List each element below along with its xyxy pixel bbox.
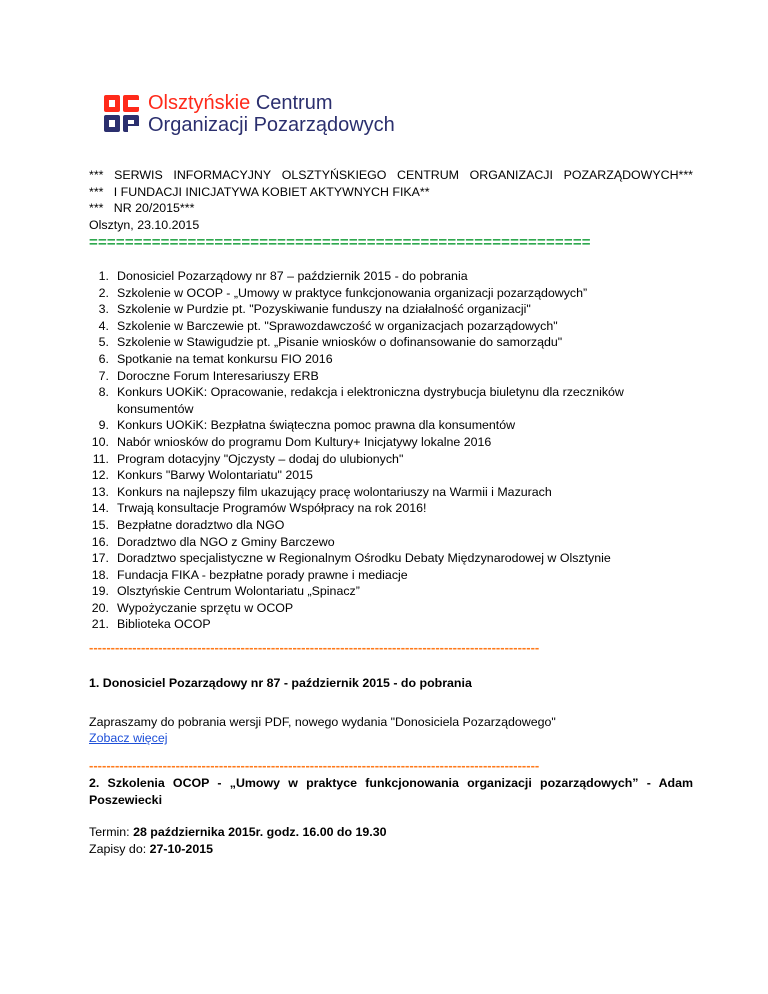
header-word-2: OLSZTYŃSKIEGO	[281, 168, 387, 182]
header-word-5: POZARZĄDOWYCH***	[563, 168, 693, 182]
toc-item-number: 20.	[91, 600, 109, 615]
header-stars: ***	[89, 168, 104, 182]
toc-item	[89, 583, 693, 600]
toc-item	[89, 268, 693, 285]
toc-item	[89, 500, 693, 517]
toc-item	[89, 285, 693, 302]
orange-separator-2: --------------------------------------------------------------------------------------------------------	[89, 758, 540, 773]
toc-item	[89, 616, 693, 633]
toc-item	[89, 368, 693, 385]
toc-item-number: 6.	[98, 351, 109, 366]
term-value: 28 października 2015r. godz. 16.00 do 19.30	[133, 825, 387, 840]
toc-item-number: 1.	[98, 269, 109, 283]
toc-item-text: Konkurs na najlepszy film ukazujący pracę wolontariuszy na Warmii i Mazurach	[117, 484, 552, 499]
toc-item-text: Szkolenie w Stawigudzie pt. „Pisanie wniosków o dofinansowanie do samorządu"	[117, 335, 563, 350]
table-of-contents	[89, 268, 693, 633]
toc-item-text: Szkolenie w OCOP - „Umowy w praktyce funkcjonowania organizacji pozarządowych”	[117, 285, 588, 300]
toc-item-text: Konkurs "Barwy Wolontariatu" 2015	[117, 468, 313, 483]
toc-item-text: Program dotacyjny "Ojczysty – dodaj do ulubionych"	[117, 451, 404, 466]
toc-item-text: Doradztwo specjalistyczne w Regionalnym Ośrodku Debaty Międzynarodowej w Olsztynie	[117, 551, 611, 566]
section-2	[89, 775, 693, 857]
toc-item-text: Szkolenie w Barczewie pt. "Sprawozdawczość w organizacjach pozarządowych"	[117, 318, 558, 333]
toc-item	[89, 351, 693, 368]
section-2-term	[89, 824, 693, 841]
toc-item-text: Olsztyńskie Centrum Wolontariatu „Spinacz”	[117, 584, 360, 599]
toc-item	[89, 517, 693, 534]
section-1-body: Zapraszamy do pobrania wersji PDF, nowego wydania "Donosiciela Pozarządowego"	[89, 714, 556, 729]
toc-item-text: Spotkanie na temat konkursu FIO 2016	[117, 351, 333, 366]
toc-item-number: 13.	[91, 484, 109, 499]
section-1-title: 1. Donosiciel Pozarządowy nr 87 - październik 2015 - do pobrania	[89, 676, 472, 690]
toc-item-text: Doradztwo dla NGO z Gminy Barczewo	[117, 534, 335, 549]
toc-item	[89, 384, 693, 417]
logo-name-line1	[148, 92, 395, 114]
toc-item	[89, 567, 693, 584]
toc-item-text: Fundacja FIKA - bezpłatne porady prawne i mediacje	[117, 567, 408, 582]
toc-item-number: 9.	[98, 418, 109, 433]
toc-item-text: Donosiciel Pozarządowy nr 87 – październik 2015 - do pobrania	[117, 269, 468, 283]
logo-name-part1: Olsztyńskie	[148, 92, 251, 114]
newsletter-header	[89, 167, 693, 233]
toc-item-text: Bezpłatne doradztwo dla NGO	[117, 517, 285, 532]
header-word-0: SERWIS	[114, 168, 163, 182]
toc-item-text: Doroczne Forum Interesariuszy ERB	[117, 368, 319, 383]
toc-item	[89, 301, 693, 318]
toc-item	[89, 434, 693, 451]
header-word-1: INFORMACYJNY	[173, 168, 272, 182]
toc-item-number: 16.	[91, 534, 109, 549]
header-line2: *** I FUNDACJI INICJATYWA KOBIET AKTYWNYCH FIKA**	[89, 184, 430, 199]
ocop-logo	[104, 92, 395, 136]
toc-item-number: 19.	[91, 584, 109, 599]
toc-item-number: 3.	[98, 302, 109, 317]
toc-item	[89, 534, 693, 551]
logo-name-line2: Organizacji Pozarządowych	[148, 114, 395, 136]
section-2-title	[89, 775, 693, 808]
toc-item-number: 8.	[98, 385, 109, 400]
toc-item	[89, 550, 693, 567]
toc-item-text: Nabór wniosków do programu Dom Kultury+ Inicjatywy lokalne 2016	[117, 434, 492, 449]
toc-item-text: Konkurs UOKiK: Opracowanie, redakcja i elektroniczna dystrybucja biuletynu dla rzeczników konsumentów	[117, 385, 624, 416]
signup-value: 27-10-2015	[149, 841, 213, 856]
toc-item	[89, 484, 693, 501]
toc-item-number: 21.	[91, 617, 109, 632]
signup-label: Zapisy do:	[89, 841, 150, 856]
header-line3: *** NR 20/2015***	[89, 201, 195, 215]
section-1	[89, 675, 693, 747]
toc-item-number: 15.	[91, 517, 109, 532]
toc-item-number: 2.	[98, 285, 109, 300]
toc-item-number: 18.	[91, 567, 109, 582]
toc-item-number: 10.	[91, 434, 109, 449]
header-line1	[89, 167, 693, 184]
section-2-number: 2	[89, 776, 96, 790]
toc-item-text: Szkolenie w Purdzie pt. "Pozyskiwanie funduszy na działalność organizacji"	[117, 302, 531, 317]
toc-item	[89, 318, 693, 335]
toc-item	[89, 451, 693, 468]
section-2-signup	[89, 841, 693, 858]
toc-item-text: Trwają konsultacje Programów Współpracy na rok 2016!	[117, 501, 427, 516]
header-word-4: ORGANIZACJI	[469, 168, 553, 182]
toc-item-text: Wypożyczanie sprzętu w OCOP	[117, 600, 294, 615]
toc-item-text: Biblioteka OCOP	[117, 617, 211, 632]
header-date: Olsztyn, 23.10.2015	[89, 217, 200, 232]
toc-item-number: 12.	[91, 468, 109, 483]
header-word-3: CENTRUM	[397, 168, 459, 182]
toc-item-number: 4.	[98, 318, 109, 333]
toc-item-number: 17.	[91, 551, 109, 566]
toc-item-number: 14.	[91, 501, 109, 516]
ocop-logo-mark-icon	[104, 95, 140, 133]
term-label: Termin:	[89, 825, 134, 840]
toc-item-number: 5.	[98, 335, 109, 350]
green-separator: ========================================================	[89, 234, 591, 251]
toc-item	[89, 417, 693, 434]
toc-item-number: 7.	[98, 368, 109, 383]
toc-item	[89, 600, 693, 617]
orange-separator-1: --------------------------------------------------------------------------------------------------------	[89, 640, 540, 655]
section-1-more-link[interactable]: Zobacz więcej	[89, 731, 168, 746]
logo-name-part2: Centrum	[255, 92, 333, 114]
toc-item-text: Konkurs UOKiK: Bezpłatna świąteczna pomoc prawna dla konsumentów	[117, 418, 516, 433]
section-2-title-text: . Szkolenia OCOP - „Umowy w praktyce funkcjonowania organizacji pozarządowych” - Adam Poszewiecki	[89, 776, 693, 807]
toc-item-number: 11.	[92, 451, 109, 466]
toc-item	[89, 334, 693, 351]
toc-item	[89, 467, 693, 484]
